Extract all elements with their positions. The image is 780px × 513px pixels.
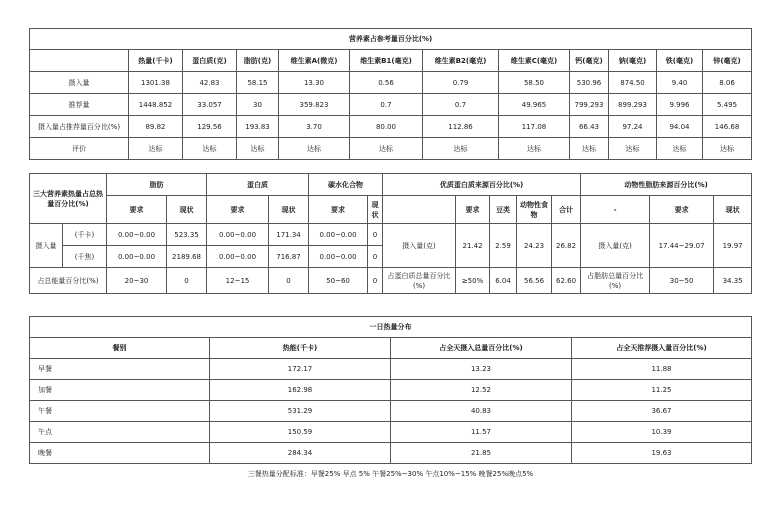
value-cell: 146.68 — [703, 116, 752, 138]
value-cell: 162.98 — [210, 380, 391, 401]
table-row — [30, 268, 752, 294]
header-cell: 维生素B1(毫克) — [350, 50, 423, 72]
value-cell: 1448.852 — [129, 94, 183, 116]
animal-food-header: 动物性食物 — [517, 196, 552, 224]
carb-header: 碳水化合物 — [309, 174, 383, 196]
value-cell: 26.82 — [552, 224, 581, 268]
nutrient-header-row — [30, 50, 752, 72]
table-row — [30, 359, 752, 380]
meal-name: 加餐 — [30, 380, 210, 401]
animal-fat-status-header: 现状 — [714, 196, 752, 224]
value-cell: 10.39 — [572, 422, 752, 443]
value-cell: 19.63 — [572, 443, 752, 464]
meal-energy-table — [29, 316, 752, 484]
value-cell: 530.96 — [570, 72, 609, 94]
table-row — [30, 380, 752, 401]
value-cell: 0 — [368, 246, 383, 268]
carb-require-header: 要求 — [309, 196, 368, 224]
header-cell: 维生素B2(毫克) — [423, 50, 499, 72]
value-cell: 9.996 — [657, 94, 703, 116]
header-cell: 蛋白质(克) — [183, 50, 237, 72]
meal-name: 午餐 — [30, 401, 210, 422]
header-cell: 占全天推荐摄入量百分比(%) — [572, 338, 752, 359]
protein-header: 蛋白质 — [207, 174, 309, 196]
value-cell: 24.23 — [517, 224, 552, 268]
value-cell: 899.293 — [609, 94, 657, 116]
table-row — [30, 401, 752, 422]
value-cell: 40.83 — [391, 401, 572, 422]
value-cell: 874.50 — [609, 72, 657, 94]
dash-header: - — [581, 196, 650, 224]
header-cell: 维生素C(毫克) — [499, 50, 570, 72]
value-cell: 531.29 — [210, 401, 391, 422]
value-cell: 达标 — [657, 138, 703, 160]
header-cell: 铁(毫克) — [657, 50, 703, 72]
fat-header: 脂肪 — [107, 174, 207, 196]
value-cell: 3.70 — [279, 116, 350, 138]
value-cell: 0.00~0.00 — [207, 246, 269, 268]
value-cell: 5.495 — [703, 94, 752, 116]
quality-intake-label: 摄入量(克) — [383, 224, 456, 268]
value-cell: 33.057 — [183, 94, 237, 116]
header-cell: 餐别 — [30, 338, 210, 359]
value-cell: 117.08 — [499, 116, 570, 138]
value-cell: 达标 — [183, 138, 237, 160]
value-cell: 17.44~29.07 — [650, 224, 714, 268]
energy-pct-label: 占总能量百分比(%) — [30, 268, 107, 294]
unit-kj: (千焦) — [63, 246, 107, 268]
value-cell: 49.965 — [499, 94, 570, 116]
row-label: 推荐量 — [30, 94, 129, 116]
value-cell: 0.7 — [423, 94, 499, 116]
meal-name: 早餐 — [30, 359, 210, 380]
value-cell: 2189.68 — [167, 246, 207, 268]
value-cell: 36.67 — [572, 401, 752, 422]
value-cell: 97.24 — [609, 116, 657, 138]
value-cell: 0.00~0.00 — [207, 224, 269, 246]
value-cell: 58.50 — [499, 72, 570, 94]
value-cell: 0.56 — [350, 72, 423, 94]
value-cell: 284.34 — [210, 443, 391, 464]
value-cell: 11.57 — [391, 422, 572, 443]
row-label: 摄入量 — [30, 72, 129, 94]
table-row — [30, 443, 752, 464]
quality-pct-label: 占蛋白质总量百分比(%) — [383, 268, 456, 294]
value-cell: 89.82 — [129, 116, 183, 138]
total-header: 合计 — [552, 196, 581, 224]
row-label: 评价 — [30, 138, 129, 160]
value-cell: 0 — [167, 268, 207, 294]
header-cell: 脂肪(克) — [237, 50, 279, 72]
value-cell: 94.04 — [657, 116, 703, 138]
value-cell: 1301.38 — [129, 72, 183, 94]
value-cell: 2.59 — [490, 224, 517, 268]
meal-name: 晚餐 — [30, 443, 210, 464]
value-cell: 172.17 — [210, 359, 391, 380]
nutrient-table-title: 营养素占参考量百分比(%) — [30, 29, 752, 50]
table-row — [30, 422, 752, 443]
unit-kcal: (千卡) — [63, 224, 107, 246]
value-cell: 12~15 — [207, 268, 269, 294]
protein-require-header: 要求 — [207, 196, 269, 224]
table-row — [30, 224, 752, 246]
value-cell: 0.00~0.00 — [309, 246, 368, 268]
value-cell: 42.83 — [183, 72, 237, 94]
quality-require-header: 要求 — [456, 196, 490, 224]
value-cell: 716.87 — [269, 246, 309, 268]
value-cell: 11.25 — [572, 380, 752, 401]
value-cell: 20~30 — [107, 268, 167, 294]
header-cell: 锌(毫克) — [703, 50, 752, 72]
header-cell: 钠(毫克) — [609, 50, 657, 72]
value-cell: 359.823 — [279, 94, 350, 116]
value-cell: 达标 — [499, 138, 570, 160]
value-cell: 21.42 — [456, 224, 490, 268]
header-cell: 热量(千卡) — [129, 50, 183, 72]
value-cell: 11.88 — [572, 359, 752, 380]
value-cell: 150.59 — [210, 422, 391, 443]
value-cell: 129.56 — [183, 116, 237, 138]
header-cell: 占全天摄入总量百分比(%) — [391, 338, 572, 359]
value-cell: ≥50% — [456, 268, 490, 294]
value-cell: 0.00~0.00 — [107, 246, 167, 268]
value-cell: 30~50 — [650, 268, 714, 294]
value-cell: 0.7 — [350, 94, 423, 116]
row-label: 摄入量占推荐量百分比(%) — [30, 116, 129, 138]
quality-protein-header: 优质蛋白质来源百分比(%) — [383, 174, 581, 196]
meal-table-title: 一日热量分布 — [30, 317, 752, 338]
value-cell: 0.00~0.00 — [107, 224, 167, 246]
value-cell: 799.293 — [570, 94, 609, 116]
value-cell: 13.30 — [279, 72, 350, 94]
quality-blank-header — [383, 196, 456, 224]
animal-fat-intake-label: 摄入量(克) — [581, 224, 650, 268]
value-cell: 达标 — [423, 138, 499, 160]
value-cell: 62.60 — [552, 268, 581, 294]
meal-header-row — [30, 338, 752, 359]
value-cell: 66.43 — [570, 116, 609, 138]
header-cell: 钙(毫克) — [570, 50, 609, 72]
value-cell: 56.56 — [517, 268, 552, 294]
macro-energy-table — [29, 173, 752, 294]
header-cell: 维生素A(微克) — [279, 50, 350, 72]
header-corner — [30, 50, 129, 72]
meal-name: 午点 — [30, 422, 210, 443]
value-cell: 19.97 — [714, 224, 752, 268]
value-cell: 0 — [269, 268, 309, 294]
value-cell: 50~60 — [309, 268, 368, 294]
value-cell: 13.23 — [391, 359, 572, 380]
value-cell: 112.86 — [423, 116, 499, 138]
header-cell: 热能(千卡) — [210, 338, 391, 359]
value-cell: 171.34 — [269, 224, 309, 246]
value-cell: 达标 — [279, 138, 350, 160]
nutrient-reference-table — [29, 28, 752, 160]
carb-status-header: 现状 — [368, 196, 383, 224]
value-cell: 9.40 — [657, 72, 703, 94]
value-cell: 0 — [368, 268, 383, 294]
protein-status-header: 现状 — [269, 196, 309, 224]
animal-fat-header: 动物性脂肪来源百分比(%) — [581, 174, 752, 196]
value-cell: 34.35 — [714, 268, 752, 294]
value-cell: 0 — [368, 224, 383, 246]
fat-status-header: 现状 — [167, 196, 207, 224]
table-row — [30, 94, 752, 116]
value-cell: 0.79 — [423, 72, 499, 94]
distribution-note: 三餐热量分配标准：早餐25% 早点 5% 午餐25%~30% 午点10%~15% 晚餐25%晚点5% — [30, 464, 752, 485]
value-cell: 达标 — [703, 138, 752, 160]
value-cell: 12.52 — [391, 380, 572, 401]
table-row — [30, 116, 752, 138]
value-cell: 达标 — [570, 138, 609, 160]
animal-fat-require-header: 要求 — [650, 196, 714, 224]
table-row — [30, 72, 752, 94]
value-cell: 80.00 — [350, 116, 423, 138]
value-cell: 30 — [237, 94, 279, 116]
table-row — [30, 138, 752, 160]
animal-fat-pct-label: 占脂肪总量百分比(%) — [581, 268, 650, 294]
value-cell: 达标 — [609, 138, 657, 160]
value-cell: 达标 — [237, 138, 279, 160]
value-cell: 523.35 — [167, 224, 207, 246]
value-cell: 6.04 — [490, 268, 517, 294]
beans-header: 豆类 — [490, 196, 517, 224]
value-cell: 0.00~0.00 — [309, 224, 368, 246]
value-cell: 达标 — [129, 138, 183, 160]
value-cell: 达标 — [350, 138, 423, 160]
value-cell: 8.06 — [703, 72, 752, 94]
value-cell: 193.83 — [237, 116, 279, 138]
value-cell: 21.85 — [391, 443, 572, 464]
macro-corner-label: 三大营养素热量占总热量百分比(%) — [30, 174, 107, 224]
intake-label: 摄入量 — [30, 224, 63, 268]
value-cell: 58.15 — [237, 72, 279, 94]
fat-require-header: 要求 — [107, 196, 167, 224]
